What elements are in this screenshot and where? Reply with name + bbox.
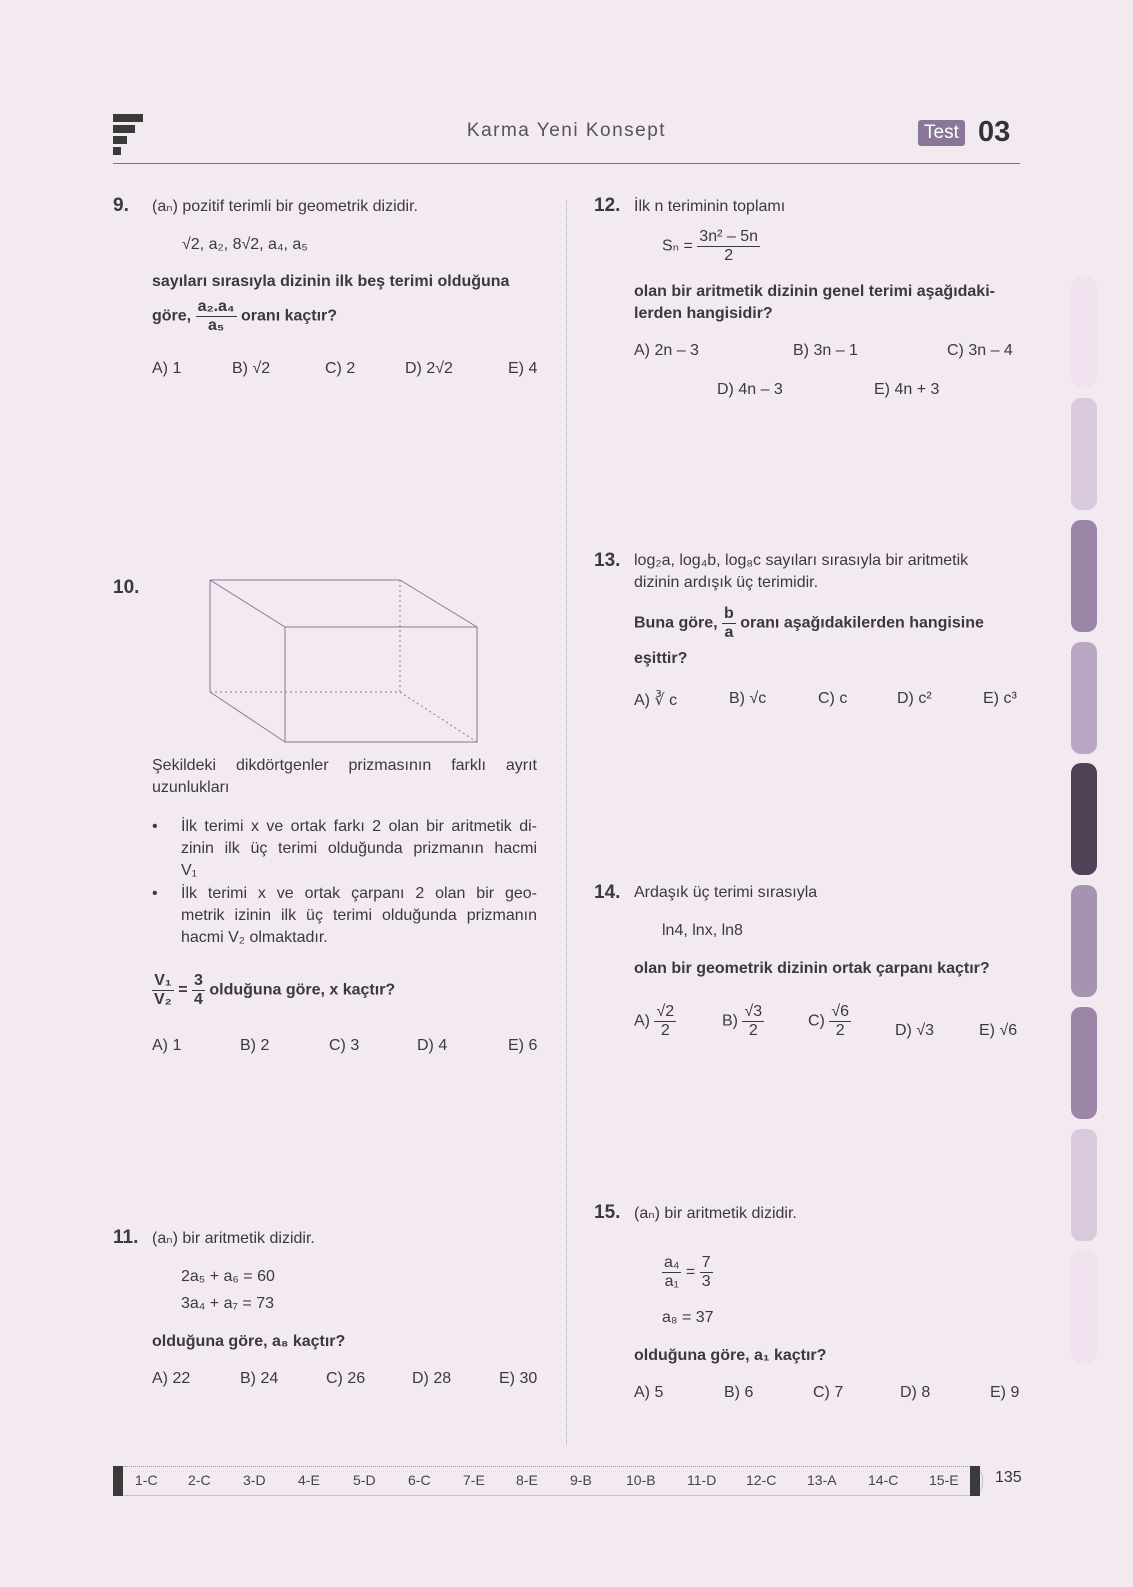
answer-item: 15-E	[929, 1472, 959, 1488]
bullet-text: metrik izinin ilk üç terimi olduğunda prizmanın	[181, 907, 537, 924]
question-prompt	[634, 605, 984, 641]
ratio-equation	[662, 1254, 713, 1290]
fraction-denominator: 4	[194, 990, 203, 1008]
fraction-numerator: V₁	[152, 972, 174, 991]
question-number: 14.	[594, 882, 621, 903]
question-text: Ardaşık üç terimi sırasıyla	[634, 884, 818, 901]
ratio-fraction	[196, 298, 237, 334]
option-d[interactable]: D) 28	[412, 1370, 452, 1387]
column-divider	[566, 200, 567, 1445]
option-d[interactable]: D) c²	[897, 690, 932, 707]
answer-item: 14-C	[868, 1472, 899, 1488]
option-c[interactable]: C) 26	[326, 1370, 366, 1387]
fraction-numerator: b	[724, 605, 734, 622]
equation-1: 2a₅ + a₆ = 60	[181, 1268, 275, 1285]
fraction-numerator: √3	[744, 1003, 763, 1020]
option-d[interactable]: D) 4n – 3	[717, 381, 783, 398]
page-number: 135	[995, 1469, 1022, 1486]
fraction-denominator: 2	[835, 1021, 845, 1039]
answer-item: 5-D	[353, 1472, 376, 1488]
option-b[interactable]: B) 6	[724, 1384, 754, 1401]
fraction-numerator: a₄	[664, 1254, 680, 1271]
option-c[interactable]	[808, 1003, 851, 1039]
option-b[interactable]: B) 24	[240, 1370, 279, 1387]
sequence-terms: √2, a₂, 8√2, a₄, a₅	[182, 236, 308, 253]
prompt-text: oranı kaçtır?	[241, 307, 338, 325]
equation-2: 3a₄ + a₇ = 73	[181, 1295, 274, 1312]
side-tab	[1071, 885, 1097, 997]
answer-item: 12-C	[746, 1472, 777, 1488]
question-text: uzunlukları	[152, 779, 230, 796]
option-b[interactable]: B) √2	[232, 360, 271, 377]
bullet-text: İlk terimi x ve ortak farkı 2 olan bir aritmetik di-	[181, 818, 537, 835]
prompt-text: göre,	[152, 307, 192, 325]
answer-item: 13-A	[807, 1472, 837, 1488]
option-label: A)	[634, 1012, 650, 1030]
answer-key-cap	[113, 1466, 123, 1496]
option-c[interactable]: C) c	[818, 690, 848, 707]
option-c[interactable]: C) 3	[329, 1037, 360, 1054]
side-tab	[1071, 398, 1097, 510]
question-text: İlk n teriminin toplamı	[634, 198, 786, 215]
bullet-dot: •	[152, 885, 158, 902]
option-a[interactable]	[634, 1003, 676, 1039]
sequence-terms: ln4, lnx, ln8	[662, 922, 743, 939]
formula-fraction	[697, 228, 760, 264]
value-fraction	[700, 1254, 713, 1290]
prompt-text: oranı aşağıdakilerden hangisine	[740, 614, 984, 632]
option-b[interactable]: B) 3n – 1	[793, 342, 858, 359]
fraction-denominator: a₁	[664, 1272, 679, 1290]
fraction-denominator: 2	[724, 246, 734, 264]
question-text: dizinin ardışık üç terimidir.	[634, 574, 819, 591]
option-b[interactable]	[722, 1003, 764, 1039]
question-text: olan bir aritmetik dizinin genel terimi aşağıdaki-	[634, 283, 995, 300]
option-a[interactable]: A) ∛ c	[634, 692, 678, 709]
option-e[interactable]: E) 6	[508, 1037, 538, 1054]
side-tab	[1071, 277, 1097, 387]
option-label: C)	[808, 1012, 825, 1030]
option-a[interactable]: A) 5	[634, 1384, 664, 1401]
question-text: log₂a, log₄b, log₈c sayıları sırasıyla bir aritmetik	[634, 552, 969, 569]
option-b[interactable]: B) 2	[240, 1037, 270, 1054]
answer-item: 7-E	[463, 1472, 485, 1488]
option-label: B)	[722, 1012, 738, 1030]
answer-item: 10-B	[626, 1472, 656, 1488]
option-d[interactable]: D) 2√2	[405, 360, 453, 377]
option-e[interactable]: E) 4	[508, 360, 538, 377]
option-a[interactable]: A) 1	[152, 360, 182, 377]
question-number: 9.	[113, 195, 129, 216]
fraction-numerator: 3n² – 5n	[699, 228, 759, 245]
option-fraction	[742, 1003, 764, 1039]
value-fraction	[192, 972, 205, 1008]
fraction-denominator: V₂	[154, 990, 172, 1008]
side-tab	[1071, 520, 1097, 632]
sum-formula	[662, 228, 760, 264]
equation: a₈ = 37	[662, 1309, 714, 1326]
option-a[interactable]: A) 2n – 3	[634, 342, 699, 359]
option-a[interactable]: A) 1	[152, 1037, 182, 1054]
ratio-fraction	[662, 1254, 681, 1290]
question-text: eşittir?	[634, 650, 688, 667]
side-tab	[1071, 763, 1097, 875]
option-fraction	[654, 1003, 676, 1039]
answer-item: 2-C	[188, 1472, 211, 1488]
fraction-numerator: 7	[701, 1254, 711, 1271]
answer-item: 6-C	[408, 1472, 431, 1488]
equals-sign: =	[178, 981, 188, 999]
bullet-text: hacmi V₂ olmaktadır.	[181, 929, 328, 946]
ratio-fraction	[152, 972, 174, 1008]
question-text: lerden hangisidir?	[634, 305, 773, 322]
option-e[interactable]: E) √6	[979, 1022, 1018, 1039]
question-text: (aₙ) pozitif terimli bir geometrik dizidir.	[152, 198, 418, 215]
option-e[interactable]: E) 4n + 3	[874, 381, 940, 398]
fraction-denominator: a	[724, 623, 734, 641]
question-number: 15.	[594, 1202, 621, 1223]
fraction-denominator: a₅	[207, 316, 225, 334]
answer-item: 4-E	[298, 1472, 320, 1488]
side-tab	[1071, 1251, 1097, 1363]
question-prompt	[152, 972, 395, 1008]
prism-figure	[205, 575, 485, 750]
prompt-text: Buna göre,	[634, 614, 718, 632]
answer-item: 1-C	[135, 1472, 158, 1488]
question-number: 12.	[594, 195, 621, 216]
fraction-denominator: 3	[701, 1272, 711, 1290]
question-number: 11.	[113, 1227, 139, 1248]
question-number: 13.	[594, 550, 621, 571]
answer-item: 3-D	[243, 1472, 266, 1488]
equals-sign: =	[685, 1263, 696, 1281]
fraction-numerator: a₂.a₄	[197, 298, 235, 315]
formula-lhs: Sₙ =	[662, 237, 693, 255]
question-prompt: olan bir geometrik dizinin ortak çarpanı kaçtır?	[634, 960, 990, 977]
answer-key-cap	[970, 1466, 980, 1496]
answer-item: 9-B	[570, 1472, 592, 1488]
question-prompt	[152, 298, 337, 334]
prompt-text: olduğuna göre, x kaçtır?	[209, 981, 396, 999]
option-d[interactable]: D) 8	[900, 1384, 931, 1401]
bullet-text: zinin ilk üç terimi olduğunda prizmanın hacmi	[181, 840, 537, 857]
question-prompt: olduğuna göre, a₈ kaçtır?	[152, 1333, 346, 1350]
option-a[interactable]: A) 22	[152, 1370, 191, 1387]
test-number: 03	[978, 116, 1011, 148]
fraction-numerator: 3	[194, 972, 203, 989]
option-fraction	[829, 1003, 851, 1039]
fraction-numerator: √6	[831, 1003, 850, 1020]
fraction-numerator: √2	[656, 1003, 675, 1020]
option-b[interactable]: B) √c	[729, 690, 767, 707]
question-text: Şekildeki dikdörtgenler prizmasının farklı ayrıt	[152, 757, 537, 774]
answer-item: 8-E	[516, 1472, 538, 1488]
side-tab	[1071, 642, 1097, 754]
fraction-denominator: 2	[748, 1021, 758, 1039]
header-divider	[113, 163, 1020, 164]
option-c[interactable]: C) 7	[813, 1384, 844, 1401]
option-d[interactable]: D) 4	[417, 1037, 448, 1054]
bullet-text: İlk terimi x ve ortak çarpanı 2 olan bir geo-	[181, 885, 537, 902]
option-c[interactable]: C) 3n – 4	[947, 342, 1013, 359]
question-number: 10.	[113, 577, 140, 598]
ratio-fraction	[722, 605, 736, 641]
question-text: (aₙ) bir aritmetik dizidir.	[152, 1230, 315, 1247]
option-d[interactable]: D) √3	[895, 1022, 935, 1039]
side-tab	[1071, 1007, 1097, 1119]
test-badge: Test	[918, 120, 965, 146]
option-c[interactable]: C) 2	[325, 360, 356, 377]
question-text: (aₙ) bir aritmetik dizidir.	[634, 1205, 797, 1222]
side-tab	[1071, 1129, 1097, 1241]
option-e[interactable]: E) 30	[499, 1370, 538, 1387]
bullet-dot: •	[152, 818, 158, 835]
option-e[interactable]: E) 9	[990, 1384, 1020, 1401]
page-title: Karma Yeni Konsept	[466, 120, 667, 141]
option-e[interactable]: E) c³	[983, 690, 1017, 707]
fraction-denominator: 2	[660, 1021, 670, 1039]
question-text: sayıları sırasıyla dizinin ilk beş terimi olduğuna	[152, 273, 510, 290]
bullet-text: V₁	[181, 862, 198, 879]
answer-item: 11-D	[687, 1472, 717, 1488]
question-prompt: olduğuna göre, a₁ kaçtır?	[634, 1347, 827, 1364]
